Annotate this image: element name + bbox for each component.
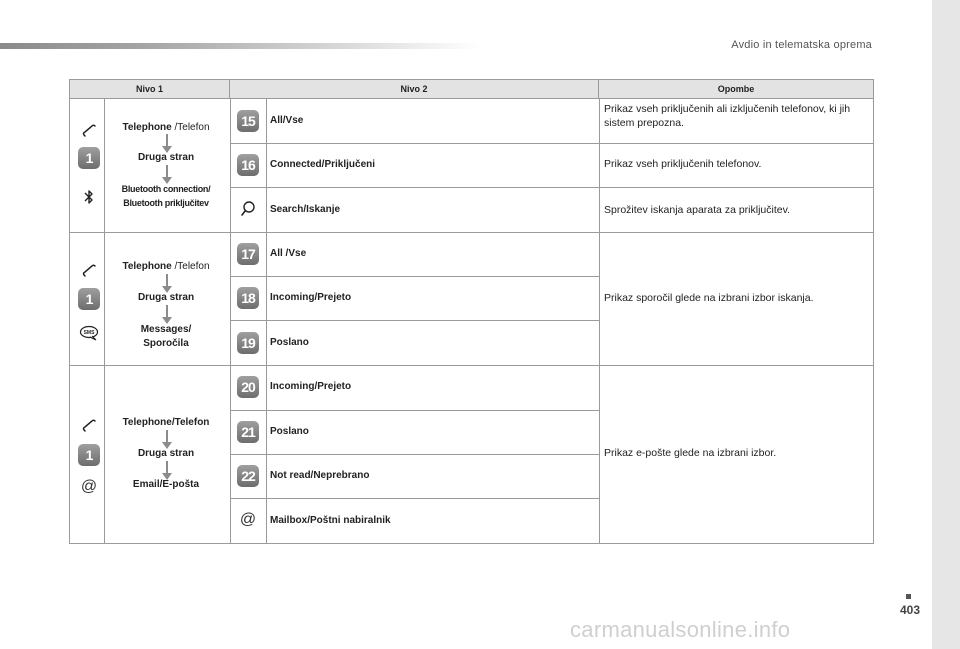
level1-badge: 1 [78,288,100,310]
watermark: carmanualsonline.info [570,617,791,642]
item-badge: 22 [237,465,259,487]
row-divider [230,187,873,188]
level1-line: Email/E-pošta [132,479,200,490]
level1-line: Druga stran [137,292,195,303]
level1-badge: 1 [78,444,100,466]
down-arrow-icon [162,134,172,154]
row-divider [230,320,599,321]
menu-item-label[interactable]: All /Vse [270,248,307,259]
down-arrow-icon [162,274,172,294]
item-badge: 19 [237,332,259,354]
svg-text:SMS: SMS [83,330,95,336]
level1-line: Telephone /Telefon [122,261,210,272]
page-number: 403 [900,603,921,617]
menu-item-label[interactable]: Poslano [270,426,309,437]
phone-icon [80,122,98,140]
at-icon: @ [80,478,98,495]
row-divider [230,410,599,411]
level1-line: Druga stran [137,152,195,163]
menu-item-label[interactable]: Search/Iskanje [270,204,341,215]
item-badge: 20 [237,376,259,398]
page-marker [906,594,911,599]
level1-line: Telephone/Telefon [122,417,210,428]
row-divider [230,143,873,144]
item-badge: 16 [237,154,259,176]
column-header-level1: Nivo 1 [70,80,230,99]
column-header-level2: Nivo 2 [230,80,599,99]
item-badge: 21 [237,421,259,443]
note-text: Prikaz vseh priključenih ali izključenih telefonov, ki jih sistem prepozna. [604,103,851,129]
at-icon: @ [239,511,257,528]
item-badge: 18 [237,287,259,309]
column-header-notes: Opombe [599,80,873,99]
row-divider [230,498,599,499]
level1-line: Bluetooth connection/ [121,184,211,194]
level1-line: Telephone /Telefon [122,122,210,133]
level1-line: Bluetooth priključitev [123,198,209,208]
item-badge: 15 [237,110,259,132]
level1-badge: 1 [78,147,100,169]
menu-item-label[interactable]: Mailbox/Poštni nabiralnik [270,515,391,526]
note-text: Prikaz vseh priključenih telefonov. [604,158,762,170]
level1-line: Sporočila [143,338,189,349]
down-arrow-icon [162,461,172,481]
divider [266,99,267,544]
menu-item-label[interactable]: Not read/Neprebrano [270,470,370,481]
group-divider [70,232,873,233]
level1-line: Messages/ [140,324,192,335]
row-divider [230,454,599,455]
menu-item-label[interactable]: Incoming/Prejeto [270,381,352,392]
note-text: Sprožitev iskanja aparata za priključitev. [604,204,790,216]
group-divider [70,365,873,366]
search-icon [238,199,258,219]
down-arrow-icon [162,165,172,185]
level1-line: Druga stran [137,448,195,459]
menu-item-label[interactable]: Connected/Priključeni [270,159,376,170]
item-badge: 17 [237,243,259,265]
divider [230,99,231,544]
divider [599,99,600,544]
phone-icon [80,417,98,435]
header-gradient-bar [0,43,480,49]
divider [104,99,105,544]
down-arrow-icon [162,305,172,325]
menu-item-label[interactable]: All/Vse [270,115,304,126]
bluetooth-icon [80,188,98,206]
row-divider [230,276,599,277]
down-arrow-icon [162,430,172,450]
menu-item-label[interactable]: Poslano [270,337,309,348]
note-text: Prikaz sporočil glede na izbrani izbor iskanja. [604,292,814,304]
sms-icon [78,324,100,342]
page-header-title: Avdio in telematska oprema [731,39,872,51]
phone-icon [80,262,98,280]
menu-table [69,79,874,544]
menu-item-label[interactable]: Incoming/Prejeto [270,292,352,303]
note-text: Prikaz e-pošte glede na izbrani izbor. [604,447,777,459]
page-edge-strip [932,0,960,649]
